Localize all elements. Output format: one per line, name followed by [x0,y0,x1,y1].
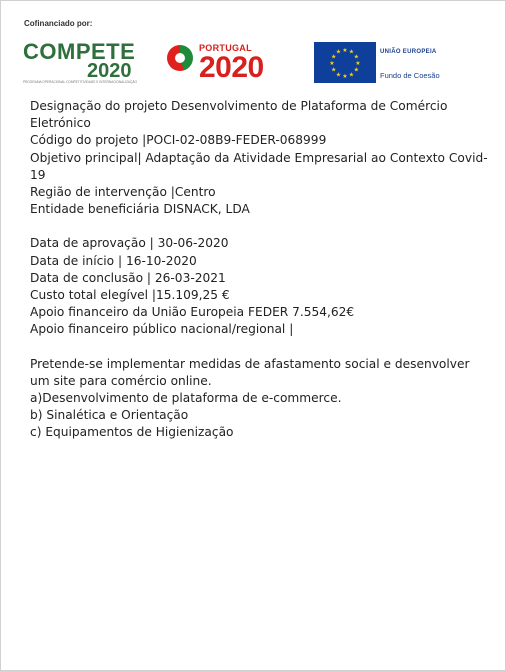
eu-cohesion-fund-logo [314,42,454,84]
cofinanced-label: Cofinanciado por: [24,19,93,28]
description-item: a)Desenvolvimento de plataforma de e-commerce. [30,391,342,406]
portugal-emblem-icon [167,45,193,71]
start-date: Data de início | 16-10-2020 [30,253,197,268]
spacer [30,339,490,356]
national-financial-support: Apoio financeiro público nacional/regional | [30,322,294,337]
svg-text:★: ★ [335,71,342,79]
approval-date: Data de aprovação | 30-06-2020 [30,236,229,251]
portugal-2020-logo [165,41,289,85]
svg-text:★: ★ [353,53,359,61]
svg-text:★: ★ [353,66,359,74]
eligible-cost: Custo total elegível |15.109,25 € [30,288,230,303]
compete-year: 2020 [87,60,132,82]
svg-text:★: ★ [348,48,355,56]
compete-tagline: PROGRAMA OPERACIONAL COMPETITIVIDADE E INTERNACIONALIZAÇÃO [23,80,137,84]
description-intro: Pretende-se implementar medidas de afastamento social e desenvolver um site para comércio online. [30,356,470,388]
project-beneficiary: Entidade beneficiária DISNACK, LDA [30,202,250,217]
eu-name: UNIÃO EUROPEIA [380,49,437,55]
project-designation: Designação do projeto Desenvolvimento de Plataforma de Comércio Eletrónico [30,99,448,131]
eu-flag-icon [314,42,376,83]
project-code: Código do projeto |POCI-02-08B9-FEDER-068999 [30,133,327,148]
svg-text:★: ★ [331,53,337,61]
svg-text:★: ★ [335,48,342,56]
spacer [30,218,490,235]
project-region: Região de intervenção |Centro [30,185,216,200]
svg-text:★: ★ [342,47,348,54]
svg-text:★: ★ [342,73,348,80]
project-objective: Objetivo principal| Adaptação da Atividade Empresarial ao Contexto Covid-19 [30,150,488,182]
end-date: Data de conclusão | 26-03-2021 [30,270,226,285]
compete-2020-logo [23,39,143,85]
project-details [30,98,490,442]
svg-text:★: ★ [355,60,361,67]
cohesion-fund-label: Fundo de Coesão [380,71,440,80]
portugal-year: 2020 [199,51,264,84]
portugal-word: PORTUGAL [199,43,252,53]
description-item: b) Sinalética e Orientação [30,408,189,423]
svg-text:★: ★ [348,71,355,79]
eu-financial-support: Apoio financeiro da União Europeia FEDER 7.554,62€ [30,305,355,320]
svg-text:★: ★ [331,66,337,74]
description-item: c) Equipamentos de Higienização [30,425,234,440]
compete-word: COMPETE [23,39,136,64]
svg-text:★: ★ [329,60,335,67]
